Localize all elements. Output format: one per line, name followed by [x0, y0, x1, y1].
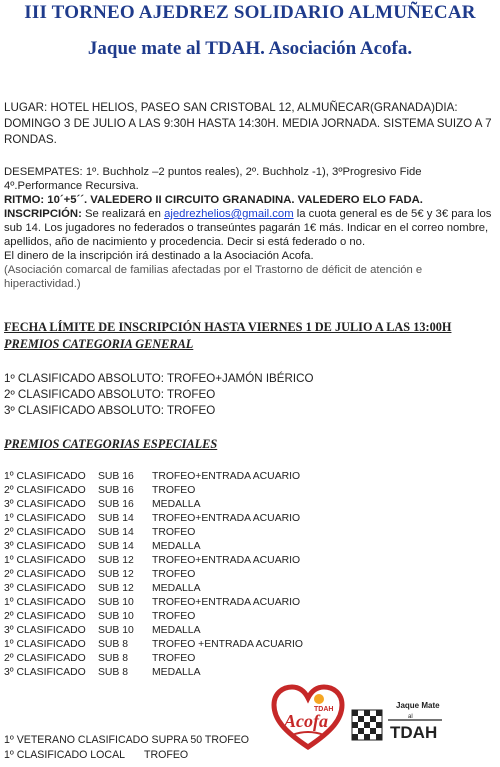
- prize-cell: TROFEO+ENTRADA ACUARIO: [152, 597, 301, 608]
- acofa-small-text: TDAH: [314, 706, 334, 713]
- category-cell: SUB 16: [98, 499, 134, 510]
- local-prize-line: [4, 749, 189, 761]
- donation-line: El dinero de la inscripción irá destinado a la Asociación Acofa.: [4, 250, 314, 262]
- tournament-title: III TORNEO AJEDREZ SOLIDARIO ALMUÑECAR: [24, 2, 476, 23]
- place-cell: 3º CLASIFICADO: [4, 583, 86, 594]
- veteran-prize-line: 1º VETERANO CLASIFICADO SUPRA 50 TROFEO: [4, 734, 250, 746]
- acofa-logo: [270, 683, 346, 751]
- category-cell: SUB 10: [98, 597, 134, 608]
- deadline-heading: FECHA LÍMITE DE INSCRIPCIÓN HASTA VIERNES 1 DE JULIO A LAS 13:00H: [4, 320, 452, 334]
- tdah-line2: al: [408, 714, 413, 720]
- prize-cell: MEDALLA: [152, 583, 201, 594]
- place-cell: 1º CLASIFICADO: [4, 513, 86, 524]
- place-cell: 3º CLASIFICADO: [4, 667, 86, 678]
- association-note: (Asociación comarcal de familias afectadas por el Trastorno de déficit de atención e hiperactividad.): [4, 264, 423, 290]
- place-cell: 2º CLASIFICADO: [4, 653, 86, 664]
- general-prize-item: 1º CLASIFICADO ABSOLUTO: TROFEO+JAMÓN IBÉRICO: [4, 372, 314, 385]
- category-cell: SUB 16: [98, 471, 134, 482]
- place-cell: 1º CLASIFICADO: [4, 597, 86, 608]
- category-cell: SUB 10: [98, 611, 134, 622]
- place-cell: 2º CLASIFICADO: [4, 569, 86, 580]
- email-link[interactable]: ajedrezhelios@gmail.com: [164, 208, 294, 220]
- category-cell: SUB 14: [98, 541, 134, 552]
- prize-cell: TROFEO: [152, 653, 196, 664]
- prize-cell: TROFEO +ENTRADA ACUARIO: [152, 639, 303, 650]
- category-cell: SUB 12: [98, 583, 134, 594]
- category-cell: SUB 8: [98, 667, 129, 678]
- general-prize-item: 3º CLASIFICADO ABSOLUTO: TROFEO: [4, 404, 216, 417]
- tdah-line1: Jaque Mate: [396, 701, 440, 710]
- chessboard-squares: [352, 710, 382, 740]
- registration-paragraph: [4, 207, 496, 249]
- registration-pre: Se realizará en: [81, 208, 165, 220]
- tdah-line3: TDAH: [390, 723, 438, 742]
- category-cell: SUB 14: [98, 513, 134, 524]
- place-cell: 2º CLASIFICADO: [4, 611, 86, 622]
- general-prize-item: 2º CLASIFICADO ABSOLUTO: TROFEO: [4, 388, 216, 401]
- prize-cell: MEDALLA: [152, 541, 201, 552]
- category-cell: SUB 10: [98, 625, 134, 636]
- prize-cell: MEDALLA: [152, 667, 201, 678]
- prize-cell: TROFEO: [152, 485, 196, 496]
- place-cell: 1º CLASIFICADO: [4, 471, 86, 482]
- category-cell: SUB 8: [98, 653, 129, 664]
- registration-label: INSCRIPCIÓN:: [4, 208, 82, 220]
- details-block: [4, 165, 496, 291]
- prize-cell: TROFEO+ENTRADA ACUARIO: [152, 513, 301, 524]
- category-cell: SUB 14: [98, 527, 134, 538]
- hand-icon: [292, 732, 324, 735]
- tdah-logo: [350, 696, 445, 748]
- tiebreak-line: DESEMPATES: 1º. Buchholz –2 puntos reales), 2º. Buchholz -1), 3ºProgresivo Fide 4º.Performance Recursiva.: [4, 166, 422, 192]
- local-prize-value: TROFEO: [144, 749, 189, 761]
- place-cell: 3º CLASIFICADO: [4, 625, 86, 636]
- place-cell: 3º CLASIFICADO: [4, 541, 86, 552]
- prize-cell: TROFEO: [152, 569, 196, 580]
- prize-cell: MEDALLA: [152, 499, 201, 510]
- tournament-subtitle: Jaque mate al TDAH. Asociación Acofa.: [87, 38, 413, 59]
- acofa-name: Acofa: [284, 711, 328, 731]
- category-cell: SUB 12: [98, 569, 134, 580]
- local-prize-label: 1º CLASIFICADO LOCAL: [4, 749, 126, 761]
- category-cell: SUB 8: [98, 639, 129, 650]
- place-cell: 3º CLASIFICADO: [4, 499, 86, 510]
- prize-cell: MEDALLA: [152, 625, 201, 636]
- head-icon: [314, 694, 324, 704]
- category-cell: SUB 12: [98, 555, 134, 566]
- place-cell: 1º CLASIFICADO: [4, 555, 86, 566]
- location-paragraph: LUGAR: HOTEL HELIOS, PASEO SAN CRISTOBAL 12, ALMUÑECAR(GRANADA)DIA: DOMINGO 3 DE JULIO A LAS 9:30H HASTA 14:30H. MEDIA JORNADA. SISTEMA SUIZO A 7 RONDAS.: [4, 101, 492, 146]
- prize-cell: TROFEO: [152, 527, 196, 538]
- prize-cell: TROFEO+ENTRADA ACUARIO: [152, 555, 301, 566]
- registration-post: la cuota general es de 5€ y 3€ para los sub 14. Los jugadores no federados o transeúntes pagarán 1€ más. Indicar en el correo nombre, apellidos, año de nacimiento y procedencia. Decir si está federado o no.: [4, 208, 492, 248]
- special-prizes-heading: PREMIOS CATEGORIAS ESPECIALES: [4, 437, 218, 451]
- place-cell: 2º CLASIFICADO: [4, 485, 86, 496]
- prize-cell: TROFEO+ENTRADA ACUARIO: [152, 471, 301, 482]
- place-cell: 1º CLASIFICADO: [4, 639, 86, 650]
- general-prizes-heading: PREMIOS CATEGORIA GENERAL: [4, 337, 194, 351]
- place-cell: 2º CLASIFICADO: [4, 527, 86, 538]
- time-control-line: RITMO: 10´+5´´. VALEDERO II CIRCUITO GRANADINA. VALEDERO ELO FADA.: [4, 194, 423, 206]
- general-prizes-list: [4, 371, 314, 419]
- prize-cell: TROFEO: [152, 611, 196, 622]
- category-cell: SUB 16: [98, 485, 134, 496]
